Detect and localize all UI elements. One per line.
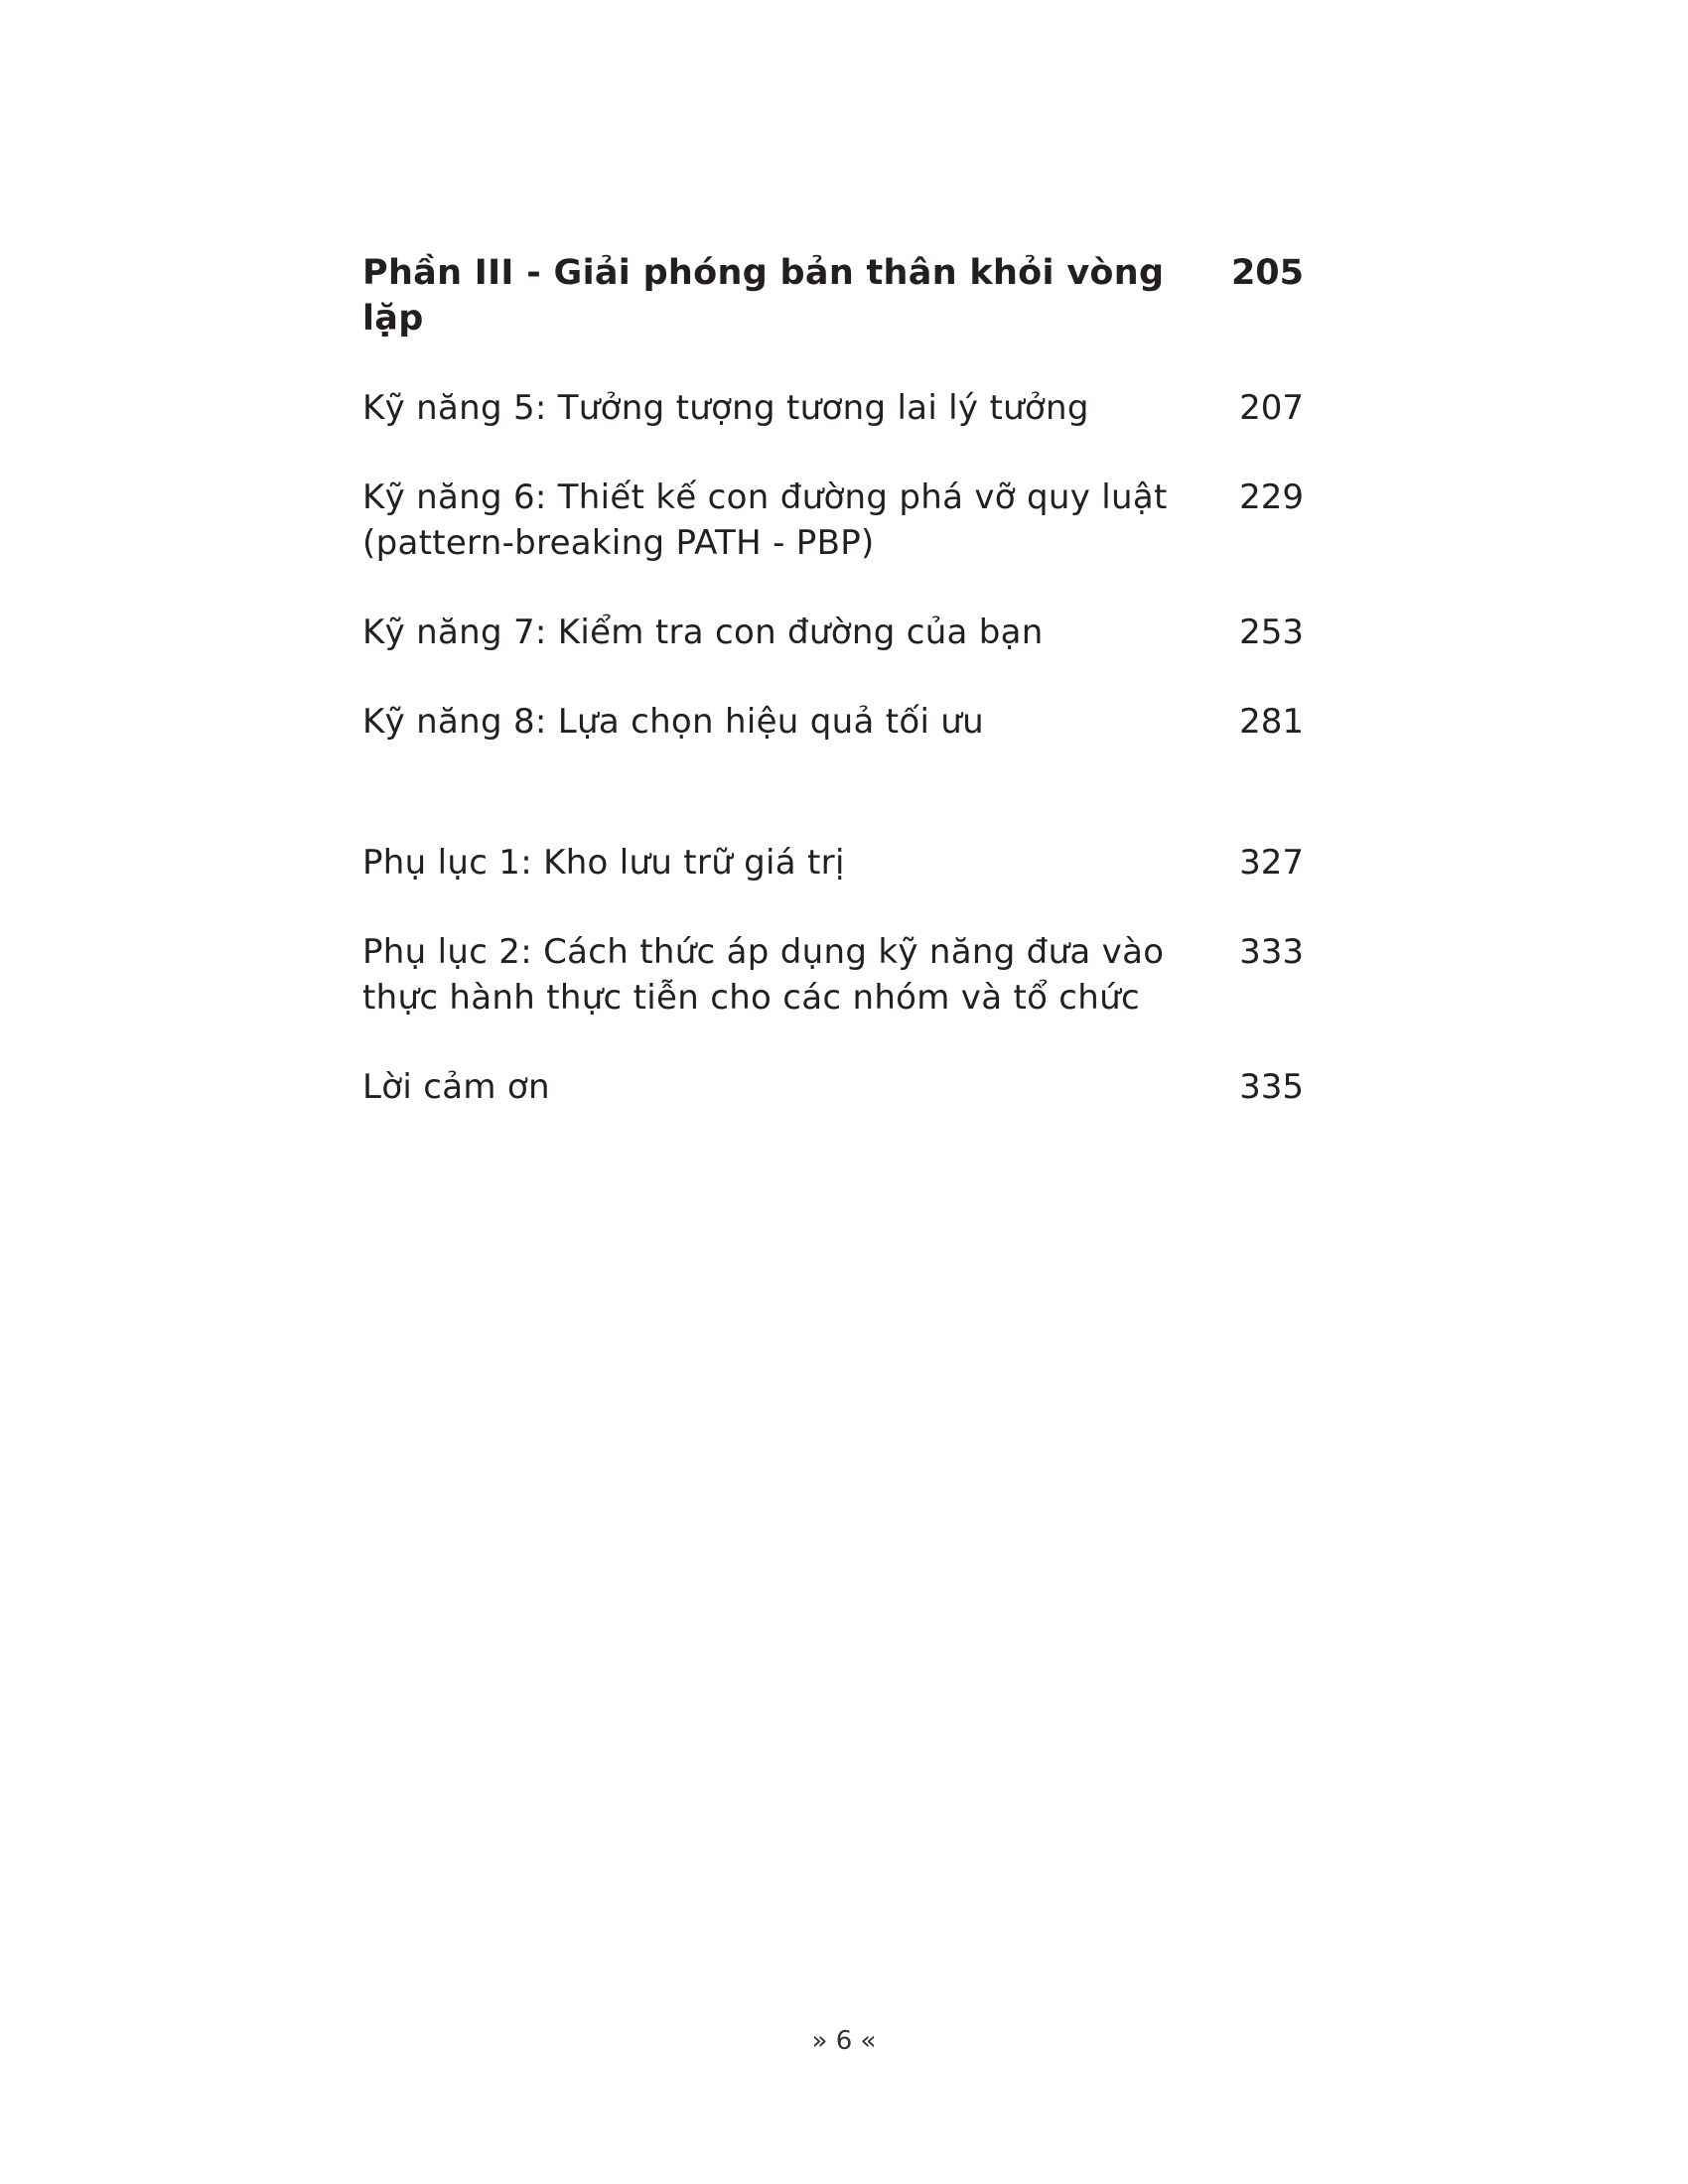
toc-entry-page: 327 [1239, 843, 1304, 883]
toc-entry-acknowledgements [362, 1064, 1304, 1110]
toc-entry-page: 333 [1239, 932, 1304, 972]
toc-entry-part-3 [362, 250, 1304, 341]
toc-entry-title [362, 929, 1187, 1021]
toc-entry-skill-8 [362, 699, 1304, 745]
toc-entry-page: 207 [1239, 388, 1304, 428]
toc-entry-page: 281 [1239, 702, 1304, 742]
toc-entry-title-line-2: thực hành thực tiễn cho các nhóm và tổ chức [362, 978, 1140, 1018]
toc-entry-title: Phần III - Giải phóng bản thân khỏi vòng lặp [362, 253, 1165, 339]
page-number: » 6 « [811, 2026, 877, 2056]
toc-entry-page: 253 [1239, 613, 1304, 652]
table-of-contents [362, 250, 1304, 1110]
toc-entry-page: 335 [1239, 1067, 1304, 1107]
toc-entry-title-line-1: Phụ lục 2: Cách thức áp dụng kỹ năng đưa vào [362, 932, 1165, 972]
toc-entry-page: 229 [1239, 478, 1304, 517]
toc-entry-title: Kỹ năng 5: Tưởng tượng tương lai lý tưởng [362, 388, 1089, 428]
toc-entry-appendix-2 [362, 929, 1304, 1021]
toc-entry-title: Phụ lục 1: Kho lưu trữ giá trị [362, 843, 845, 883]
toc-entry-skill-6 [362, 475, 1304, 566]
toc-entry-skill-7 [362, 610, 1304, 655]
toc-entry-appendix-1 [362, 840, 1304, 886]
toc-entry-title: Kỹ năng 8: Lựa chọn hiệu quả tối ưu [362, 702, 985, 742]
toc-entry-title [362, 475, 1187, 566]
toc-entry-title: Lời cảm ơn [362, 1067, 550, 1107]
toc-entry-skill-5 [362, 385, 1304, 431]
toc-entry-title-line-2: (pattern-breaking PATH - PBP) [362, 523, 875, 563]
toc-entry-title: Kỹ năng 7: Kiểm tra con đường của bạn [362, 613, 1044, 652]
toc-entry-page: 205 [1230, 253, 1304, 293]
toc-entry-title-line-1: Kỹ năng 6: Thiết kế con đường phá vỡ quy luật [362, 478, 1168, 517]
